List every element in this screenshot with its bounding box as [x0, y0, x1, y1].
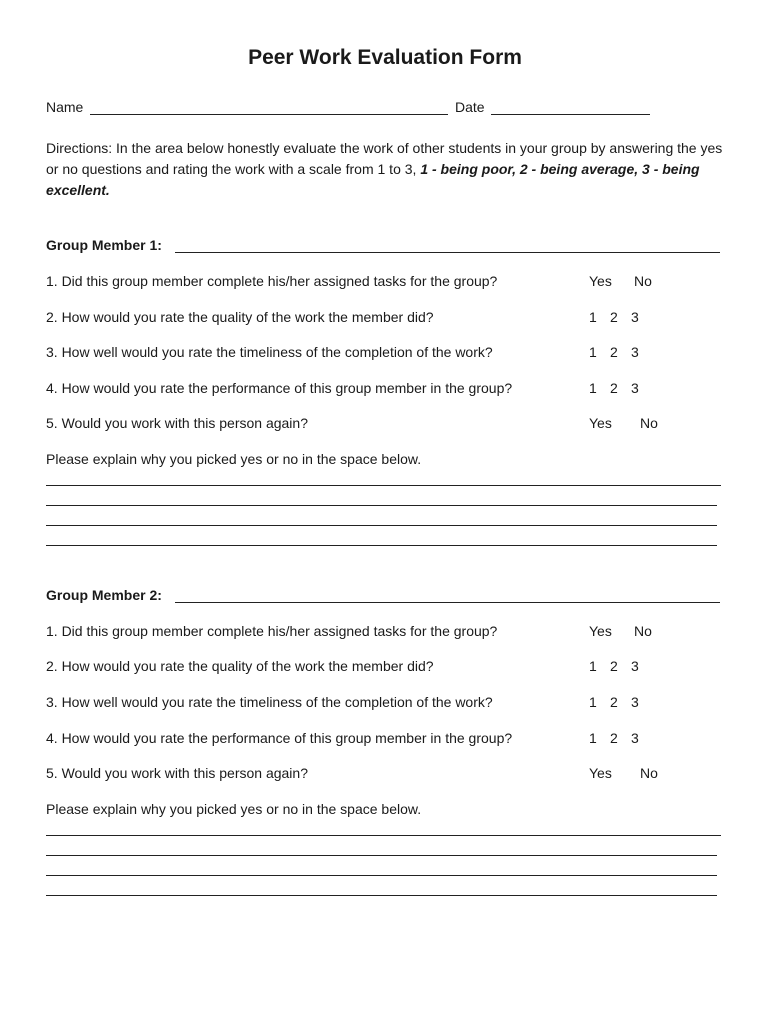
gm2-question-3: 3. How well would you rate the timeliness of the completion of the work? [46, 694, 493, 710]
gm2-question-2: 2. How would you rate the quality of the work the member did? [46, 658, 434, 674]
group-member-1-name-field[interactable] [175, 252, 720, 253]
gm1-q3-rating-1[interactable]: 1 [589, 344, 597, 360]
gm1-q1-yes-option[interactable]: Yes [589, 273, 612, 289]
gm1-explain-line[interactable] [46, 505, 717, 506]
gm2-explain-line[interactable] [46, 895, 717, 896]
gm2-q4-rating-3[interactable]: 3 [631, 730, 639, 746]
name-label: Name [46, 99, 84, 115]
group-member-1-heading: Group Member 1: [46, 237, 162, 253]
gm1-question-3: 3. How well would you rate the timeliness of the completion of the work? [46, 344, 493, 360]
date-field[interactable] [491, 114, 650, 115]
gm2-explain-line[interactable] [46, 875, 717, 876]
gm2-q2-rating-3[interactable]: 3 [631, 658, 639, 674]
gm1-question-4: 4. How would you rate the performance of this group member in the group? [46, 380, 513, 396]
gm1-explain-prompt: Please explain why you picked yes or no in the space below. [46, 451, 422, 467]
gm2-question-1: 1. Did this group member complete his/her assigned tasks for the group? [46, 623, 498, 639]
gm2-q4-rating-2[interactable]: 2 [610, 730, 618, 746]
date-label: Date [455, 99, 485, 115]
gm2-q3-rating-2[interactable]: 2 [610, 694, 618, 710]
group-member-2-heading: Group Member 2: [46, 587, 162, 603]
gm2-q5-no-option[interactable]: No [640, 765, 658, 781]
gm1-explain-line[interactable] [46, 545, 717, 546]
directions-plain: Directions: In the area below honestly evaluate the work of other students in your group by answering the yes or no questions and rating the work with a scale from 1 to 3, [46, 140, 723, 177]
gm1-explain-line[interactable] [46, 525, 717, 526]
group-member-2-name-field[interactable] [175, 602, 720, 603]
gm1-question-1: 1. Did this group member complete his/her assigned tasks for the group? [46, 273, 498, 289]
directions-text [46, 138, 728, 201]
gm1-q1-no-option[interactable]: No [634, 273, 652, 289]
gm1-q2-rating-3[interactable]: 3 [631, 309, 639, 325]
gm1-question-5: 5. Would you work with this person again? [46, 415, 308, 431]
gm1-q4-rating-3[interactable]: 3 [631, 380, 639, 396]
gm2-q1-no-option[interactable]: No [634, 623, 652, 639]
gm1-explain-line[interactable] [46, 485, 721, 486]
gm1-question-2: 2. How would you rate the quality of the work the member did? [46, 309, 434, 325]
gm2-q1-yes-option[interactable]: Yes [589, 623, 612, 639]
gm2-question-4: 4. How would you rate the performance of this group member in the group? [46, 730, 513, 746]
gm1-q3-rating-3[interactable]: 3 [631, 344, 639, 360]
gm2-q3-rating-1[interactable]: 1 [589, 694, 597, 710]
gm1-q2-rating-1[interactable]: 1 [589, 309, 597, 325]
rating-scale-legend: 1 - being poor, 2 - being average, 3 - being excellent. [46, 161, 700, 198]
gm1-q5-yes-option[interactable]: Yes [589, 415, 612, 431]
gm1-q4-rating-1[interactable]: 1 [589, 380, 597, 396]
gm1-q4-rating-2[interactable]: 2 [610, 380, 618, 396]
gm2-q4-rating-1[interactable]: 1 [589, 730, 597, 746]
gm2-q2-rating-2[interactable]: 2 [610, 658, 618, 674]
gm2-q3-rating-3[interactable]: 3 [631, 694, 639, 710]
gm2-q2-rating-1[interactable]: 1 [589, 658, 597, 674]
gm1-q3-rating-2[interactable]: 2 [610, 344, 618, 360]
gm2-question-5: 5. Would you work with this person again? [46, 765, 308, 781]
gm1-q2-rating-2[interactable]: 2 [610, 309, 618, 325]
name-field[interactable] [90, 114, 448, 115]
gm2-q5-yes-option[interactable]: Yes [589, 765, 612, 781]
page-title: Peer Work Evaluation Form [248, 46, 522, 69]
gm2-explain-line[interactable] [46, 835, 721, 836]
gm2-explain-prompt: Please explain why you picked yes or no in the space below. [46, 801, 422, 817]
gm1-q5-no-option[interactable]: No [640, 415, 658, 431]
gm2-explain-line[interactable] [46, 855, 717, 856]
